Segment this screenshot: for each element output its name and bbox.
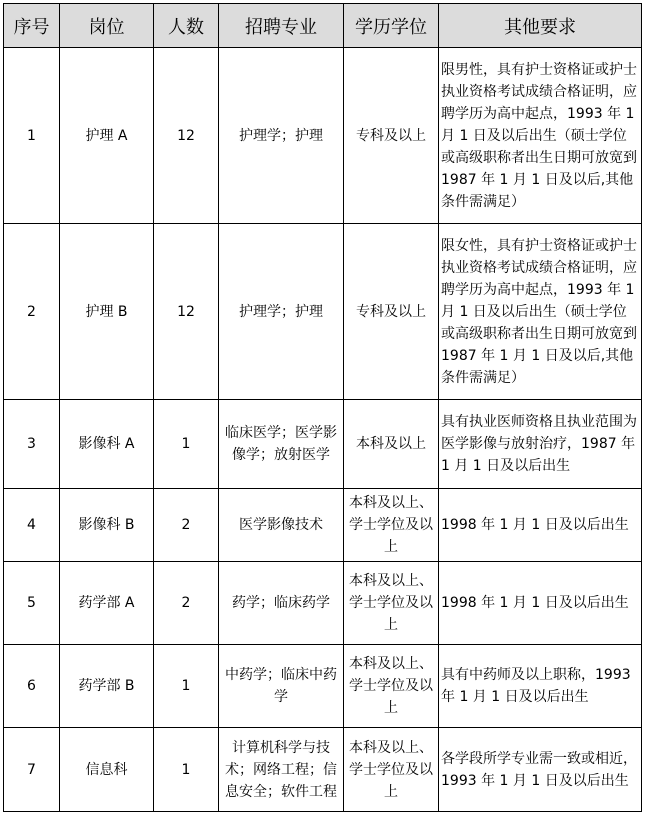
- cell-count: 1: [154, 400, 219, 489]
- table-row: [4, 645, 642, 728]
- cell-index: 5: [4, 562, 60, 645]
- cell-major: 计算机科学与技术；网络工程；信息安全；软件工程: [219, 728, 344, 812]
- table-row: [4, 728, 642, 812]
- header-requirements: 其他要求: [439, 4, 642, 48]
- cell-major: 临床医学；医学影像学；放射医学: [219, 400, 344, 489]
- cell-index: 1: [4, 48, 60, 224]
- cell-education: 专科及以上: [344, 224, 439, 400]
- cell-education: 本科及以上、学士学位及以上: [344, 728, 439, 812]
- cell-index: 4: [4, 489, 60, 562]
- cell-index: 2: [4, 224, 60, 400]
- cell-major: 护理学；护理: [219, 224, 344, 400]
- cell-index: 3: [4, 400, 60, 489]
- cell-count: 2: [154, 489, 219, 562]
- cell-education: 本科及以上: [344, 400, 439, 489]
- cell-count: 12: [154, 48, 219, 224]
- cell-position: 护理 A: [60, 48, 154, 224]
- header-major: 招聘专业: [219, 4, 344, 48]
- cell-requirements: 各学段所学专业需一致或相近，1993 年 1 月 1 日及以后出生: [439, 728, 642, 812]
- cell-major: 护理学；护理: [219, 48, 344, 224]
- cell-position: 影像科 B: [60, 489, 154, 562]
- cell-index: 7: [4, 728, 60, 812]
- cell-requirements: 限男性，具有护士资格证或护士执业资格考试成绩合格证明，应聘学历为高中起点，1993 年 1 月 1 日及以后出生（硕士学位或高级职称者出生日期可放宽到 1987 年 1 月 1 日及以后,其他条件需满足）: [439, 48, 642, 224]
- cell-count: 12: [154, 224, 219, 400]
- cell-count: 2: [154, 562, 219, 645]
- cell-requirements: 具有中药师及以上职称，1993 年 1 月 1 日及以后出生: [439, 645, 642, 728]
- table-row: [4, 489, 642, 562]
- cell-requirements: 具有执业医师资格且执业范围为医学影像与放射治疗，1987 年 1 月 1 日及以后出生: [439, 400, 642, 489]
- cell-position: 护理 B: [60, 224, 154, 400]
- cell-education: 本科及以上、学士学位及以上: [344, 562, 439, 645]
- cell-major: 药学；临床药学: [219, 562, 344, 645]
- header-education: 学历学位: [344, 4, 439, 48]
- table-row: [4, 562, 642, 645]
- cell-position: 药学部 B: [60, 645, 154, 728]
- table-row: [4, 400, 642, 489]
- cell-count: 1: [154, 728, 219, 812]
- cell-major: 医学影像技术: [219, 489, 344, 562]
- table-row: [4, 48, 642, 224]
- cell-requirements: 1998 年 1 月 1 日及以后出生: [439, 562, 642, 645]
- table-row: [4, 224, 642, 400]
- cell-major: 中药学；临床中药学: [219, 645, 344, 728]
- header-count: 人数: [154, 4, 219, 48]
- header-row: [4, 4, 642, 48]
- header-index: 序号: [4, 4, 60, 48]
- recruitment-table: [3, 3, 642, 812]
- cell-education: 专科及以上: [344, 48, 439, 224]
- cell-count: 1: [154, 645, 219, 728]
- header-position: 岗位: [60, 4, 154, 48]
- cell-education: 本科及以上、学士学位及以上: [344, 645, 439, 728]
- cell-requirements: 限女性，具有护士资格证或护士执业资格考试成绩合格证明，应聘学历为高中起点，1993 年 1 月 1 日及以后出生（硕士学位或高级职称者出生日期可放宽到 1987 年 1 月 1 日及以后,其他条件需满足）: [439, 224, 642, 400]
- cell-position: 药学部 A: [60, 562, 154, 645]
- cell-position: 信息科: [60, 728, 154, 812]
- cell-position: 影像科 A: [60, 400, 154, 489]
- cell-requirements: 1998 年 1 月 1 日及以后出生: [439, 489, 642, 562]
- cell-education: 本科及以上、学士学位及以上: [344, 489, 439, 562]
- cell-index: 6: [4, 645, 60, 728]
